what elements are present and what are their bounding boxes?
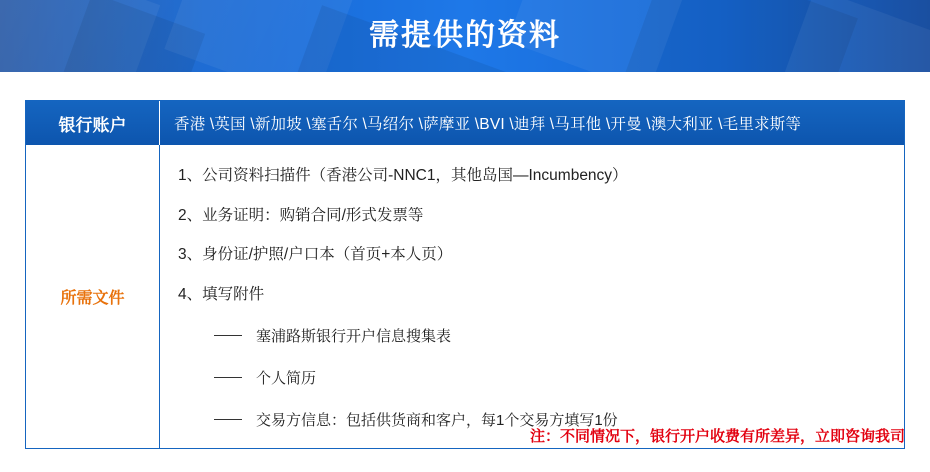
table-body-row xyxy=(26,145,904,448)
dash-icon xyxy=(214,335,242,336)
table-header-left-cell: 银行账户 xyxy=(26,101,160,145)
dash-icon xyxy=(214,377,242,378)
list-item: 1、公司资料扫描件（香港公司-NNC1，其他岛国—Incumbency） xyxy=(178,167,628,184)
table-header-right-cell: 香港 \英国 \新加坡 \塞舌尔 \马绍尔 \萨摩亚 \BVI \迪拜 \马耳他 \开曼 \澳大利亚 \毛里求斯等 xyxy=(174,116,802,133)
sub-list-item-label: 交易方信息：包括供货商和客户，每1个交易方填写1份 xyxy=(256,412,618,430)
list-item: 4、填写附件 xyxy=(178,285,265,303)
attachment-sub-list xyxy=(178,325,904,430)
table-row-content xyxy=(160,145,904,448)
sub-list-item xyxy=(214,367,904,388)
sub-list-item xyxy=(214,325,904,346)
table-header-row xyxy=(26,101,904,145)
page-title: 需提供的资料 xyxy=(369,19,561,52)
header-banner xyxy=(0,0,930,72)
table-row-label: 所需文件 xyxy=(26,145,160,448)
list-item: 2、业务证明：购销合同/形式发票等 xyxy=(178,206,424,224)
list-item: 3、身份证/护照/户口本（首页+本人页） xyxy=(178,246,453,264)
footnote-text: 注：不同情况下，银行开户收费有所差异，立即咨询我司 xyxy=(529,428,905,445)
dash-icon xyxy=(214,419,242,420)
sub-list-item-label: 个人简历 xyxy=(256,370,317,388)
sub-list-item-label: 塞浦路斯银行开户信息搜集表 xyxy=(256,328,452,346)
requirements-table xyxy=(25,100,905,449)
